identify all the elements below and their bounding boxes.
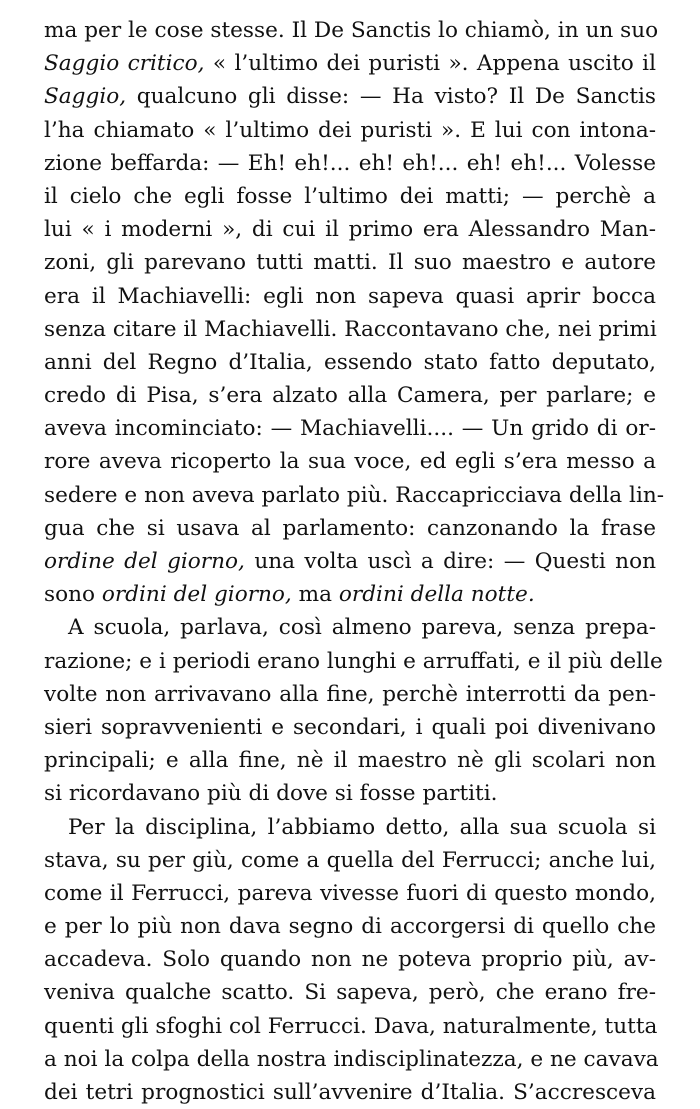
text-segment: sieri sopravvenienti e secondari, i quali poi divenivano: [44, 714, 656, 740]
text-segment: aveva incominciato: — Machiavelli.... — Un grido di or-: [44, 416, 656, 442]
text-line: [44, 346, 656, 379]
text-segment: gua che si usava al parlamento: canzonando la frase: [44, 515, 656, 541]
text-line: [44, 180, 656, 213]
text-segment: Per la disciplina, l’abbiamo detto, alla sua scuola si: [68, 814, 656, 840]
text-line: [44, 80, 656, 113]
text-segment: quenti gli sfoghi col Ferrucci. Dava, naturalmente, tutta: [44, 1013, 658, 1039]
text-segment: stava, su per giù, come a quella del Ferrucci; anche lui,: [44, 847, 656, 873]
text-segment: dei tetri prognostici sull’avvenire d’Italia. S’accresceva: [44, 1080, 656, 1105]
text-segment: senza citare il Machiavelli. Raccontavano che, nei primi: [44, 316, 657, 342]
text-line: [44, 777, 656, 810]
text-line: [44, 645, 663, 678]
text-segment: il cielo che egli fosse l’ultimo dei matti; — perchè a: [44, 183, 656, 209]
text-segment: a noi la colpa della nostra indisciplinatezza, e ne cavava: [44, 1046, 659, 1072]
text-line: [44, 512, 656, 545]
text-segment: accadeva. Solo quando non ne poteva proprio più, av-: [44, 947, 656, 973]
text-line: [44, 379, 656, 412]
text-segment: « l’ultimo dei puristi ». Appena uscito il: [204, 51, 656, 77]
text-segment: ma: [291, 582, 339, 608]
text-line: [44, 313, 656, 346]
text-line: [44, 1076, 656, 1109]
text-segment: volte non arrivavano alla fine, perchè interrotti da pen-: [44, 681, 656, 707]
italic-text-segment: Saggio critico,: [44, 51, 205, 77]
text-segment: era il Machiavelli: egli non sapeva quasi aprir bocca: [44, 283, 656, 309]
text-segment: si ricordavano più di dove si fosse partiti.: [44, 781, 498, 807]
text-segment: come il Ferrucci, pareva vivesse fuori di questo mondo,: [44, 880, 656, 906]
text-line: [44, 479, 665, 512]
italic-text-segment: ordini della notte.: [338, 582, 535, 608]
text-line: [44, 976, 656, 1009]
italic-text-segment: ordini del giorno,: [101, 582, 292, 608]
text-segment: razione; e i periodi erano lunghi e arruffati, e il più delle: [44, 648, 663, 674]
text-segment: principali; e alla fine, nè il maestro nè gli scolari non: [44, 748, 656, 774]
text-line: [44, 246, 656, 279]
text-segment: sedere e non aveva parlato più. Raccapricciava della lin-: [44, 482, 665, 508]
text-line: [44, 114, 656, 147]
text-segment: anni del Regno d’Italia, essendo stato fatto deputato,: [44, 349, 656, 375]
text-line: [44, 578, 656, 611]
text-segment: credo di Pisa, s’era alzato alla Camera, per parlare; e: [44, 383, 656, 409]
text-segment: ma per le cose stesse. Il De Sanctis lo chiamò, in un suo: [44, 18, 659, 43]
text-line: [44, 213, 656, 246]
text-segment: zoni, gli parevano tutti matti. Il suo maestro e autore: [44, 250, 656, 276]
text-line: [44, 943, 656, 976]
text-line: [44, 910, 656, 943]
text-line: [44, 711, 656, 744]
text-line: [44, 744, 656, 777]
text-line: [44, 1010, 656, 1043]
text-line: [44, 445, 656, 478]
text-line: [44, 678, 656, 711]
text-line: [44, 1043, 659, 1076]
text-segment: zione beffarda: — Eh! eh!... eh! eh!... eh! eh!... Volesse: [44, 150, 656, 176]
text-segment: rore aveva ricoperto la sua voce, ed egli s’era messo a: [44, 449, 656, 475]
text-line: [44, 545, 656, 578]
text-segment: una volta uscì a dire: — Questi non: [244, 549, 656, 574]
italic-text-segment: ordine del giorno,: [44, 549, 245, 574]
text-line: [44, 844, 656, 877]
text-line: [44, 147, 656, 180]
text-line: [44, 14, 659, 47]
paragraph-first-line: [44, 611, 656, 644]
text-line: [44, 47, 656, 80]
italic-text-segment: Saggio,: [44, 84, 127, 110]
book-page-text: [44, 14, 665, 1109]
text-segment: l’ha chiamato « l’ultimo dei puristi ». E lui con intona-: [44, 117, 656, 143]
text-segment: e per lo più non dava segno di accorgersi di quello che: [44, 914, 656, 940]
text-segment: veniva qualche scatto. Si sapeva, però, che erano fre-: [44, 980, 656, 1006]
paragraph-first-line: [44, 811, 656, 844]
text-line: [44, 877, 656, 910]
text-segment: qualcuno gli disse: — Ha visto? Il De Sanctis: [126, 84, 656, 110]
text-line: [44, 280, 656, 313]
text-line: [44, 412, 656, 445]
text-segment: sono: [44, 582, 102, 608]
text-segment: A scuola, parlava, così almeno pareva, senza prepa-: [68, 615, 656, 641]
text-segment: lui « i moderni », di cui il primo era Alessandro Man-: [44, 217, 656, 243]
